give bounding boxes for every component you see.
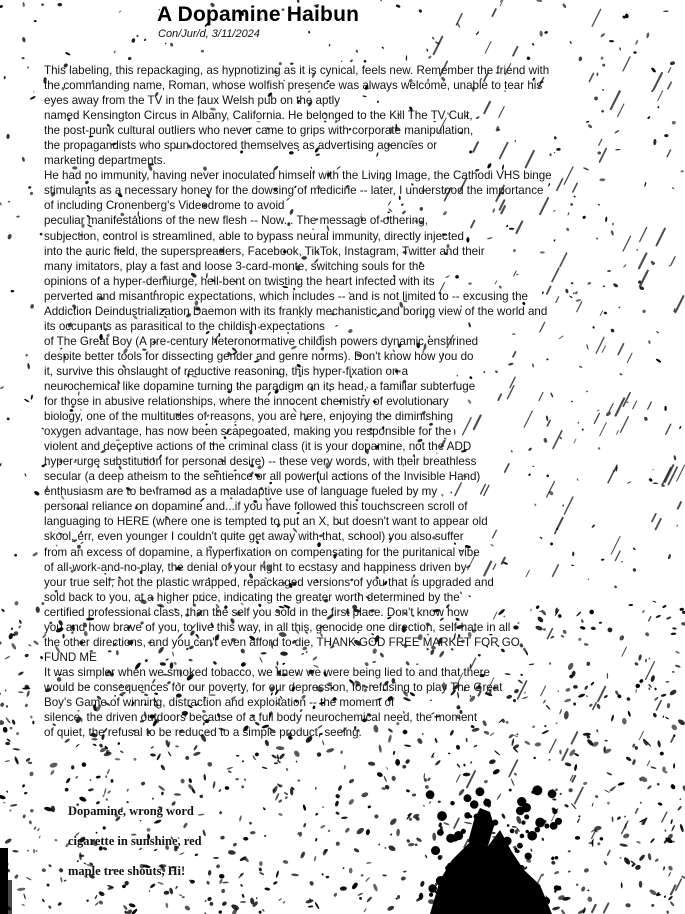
- prose-line: biology, one of the multitudes of reasons, you are here, enjoying the diminishing: [44, 410, 454, 424]
- prose-line: perverted and misanthropic expectations, which includes -- and is not limited to -- excusing the: [44, 289, 528, 303]
- author-byline: Con/Jur/d, 3/11/2024: [158, 28, 260, 40]
- prose-line: would be consequences for our poverty, for our depression, for refusing to play The Great: [44, 680, 503, 694]
- prose-line: secular (a deep atheism to the sentience or all powerful actions of the Invisible Hand): [44, 470, 481, 484]
- prose-line: its occupants as parasitical to the childish expectations: [44, 319, 325, 333]
- prose-line: hyper-urge substitution for personal desire) -- these very words, with their breathless: [44, 455, 477, 469]
- prose-line: the other directions, and you can't even afford to die, THANK GOD FREE MARKET FOR GO: [44, 635, 520, 649]
- prose-line: named Kensington Circus in Albany, California. He belonged to the Kill The TV Cult,: [44, 109, 473, 123]
- prose-line: of quiet, the refusal to be reduced to a simple product, seeing.: [44, 726, 362, 740]
- prose-line: personal reliance on dopamine and...if you have followed this touchscreen scroll of: [44, 500, 468, 514]
- prose-line: opinions of a hyper-demiurge, hell-bent on twisting the heart infected with its: [44, 274, 435, 288]
- prose-body: [44, 63, 644, 740]
- prose-line: of including Cronenberg's Videodrome to avoid: [44, 199, 285, 213]
- page-title: A Dopamine Haibun: [157, 3, 360, 26]
- prose-line: Boy's Game of winning, distraction and exploitation -- the moment of: [44, 695, 395, 709]
- prose-line: of all-work-and-no-play, the denial of your right to ecstasy and happiness driven by: [44, 560, 467, 574]
- prose-line: stimulants as a necessary honey for the dowsing of medicine -- later, I understood the importance: [44, 184, 544, 198]
- prose-line: of The Great Boy (A pre-century heteronormative childish powers dynamic enshrined: [44, 334, 479, 348]
- prose-line: it, survive this onslaught of reductive reasoning, this hyper-fixation on a: [44, 364, 409, 378]
- prose-line: oxygen advantage, has now been scapegoated, making you responsible for the: [44, 425, 452, 439]
- haiku-line: maple tree shouts, Hi!: [68, 864, 186, 878]
- haiku-line: cigarette in sunshine, red: [68, 834, 202, 848]
- prose-line: skool, err, even younger I couldn't quite get away with that, school) you also suffer: [44, 530, 464, 544]
- prose-line: the propagandists who spun doctored themselves as advertising agencies or: [44, 139, 438, 153]
- prose-line: into the auric field, the superspreaders, Facebook, TikTok, Instagram, Twitter and their: [44, 244, 485, 258]
- prose-line: your true self, not the plastic wrapped, repackaged versions of you that is upgraded and: [44, 575, 494, 589]
- prose-line: many imitators, play a fast and loose 3-card-monte, switching souls for the: [44, 259, 425, 273]
- prose-line: you and how brave of you, to live this way, in all this, genocide one direction, self-hate in all: [44, 620, 511, 634]
- prose-line: neurochemical like dopamine turning the paradigm on its head, a familiar subterfuge: [44, 379, 476, 393]
- prose-line: FUND ME: [44, 650, 97, 664]
- prose-line: violent and deceptive actions of the criminal class (it is your dopamine, not the ADD: [44, 440, 472, 454]
- prose-line: It was simpler when we smoked tobacco, we knew we were being lied to and that there: [44, 665, 490, 679]
- prose-line: languaging to HERE (where one is tempted to put an X, but doesn't want to appear old: [44, 515, 488, 529]
- prose-line: silence, the driven outdoors because of a full body neurochemical need, the moment: [44, 711, 478, 725]
- prose-line: eyes away from the TV in the faux Welsh pub on the aptly: [44, 94, 341, 108]
- prose-line: despite better tools for dissecting gender and genre norms). Don't know how you do: [44, 349, 474, 363]
- prose-line: certified professional class, than the self you sold in the first place. Don't know how: [44, 605, 469, 619]
- prose-line: marketing departments.: [44, 154, 166, 168]
- prose-line: subjection, control is streamlined, able to bypass neural immunity, directly injected: [44, 229, 464, 243]
- prose-line: sold back to you, at a higher price, indicating the greater worth determined by the: [44, 590, 460, 604]
- prose-line: He had no immunity, having never inoculated himself with the Living Image, the Cathodi VHS binge: [44, 169, 552, 183]
- prose-line: the post-punk cultural outliers who never came to grips with corporate manipulation,: [44, 124, 474, 138]
- haiku: [68, 803, 202, 893]
- prose-line: enthusiasm are to be framed as a maladaptive use of language fueled by my: [44, 485, 438, 499]
- haiku-line: Dopamine, wrong word: [68, 804, 194, 818]
- prose-line: the commanding name, Roman, whose wolfish presence was always welcome, unable to tear his: [44, 79, 543, 93]
- prose-line: for those in abusive relationships, where the innocent chemistry of evolutionary: [44, 395, 449, 409]
- prose-line: This labeling, this repackaging, as hypnotizing as it is cynical, feels new. Remember the friend with: [44, 64, 550, 77]
- prose-line: peculiar manifestations of the new flesh -- Now... The message of othering,: [44, 214, 428, 228]
- prose-line: Addiction Deindustrialization Daemon with its frankly mechanistic and boring view of the world and: [44, 304, 548, 318]
- prose-line: from an excess of dopamine, a hyperfixation on compensating for the puritanical vibe: [44, 545, 480, 559]
